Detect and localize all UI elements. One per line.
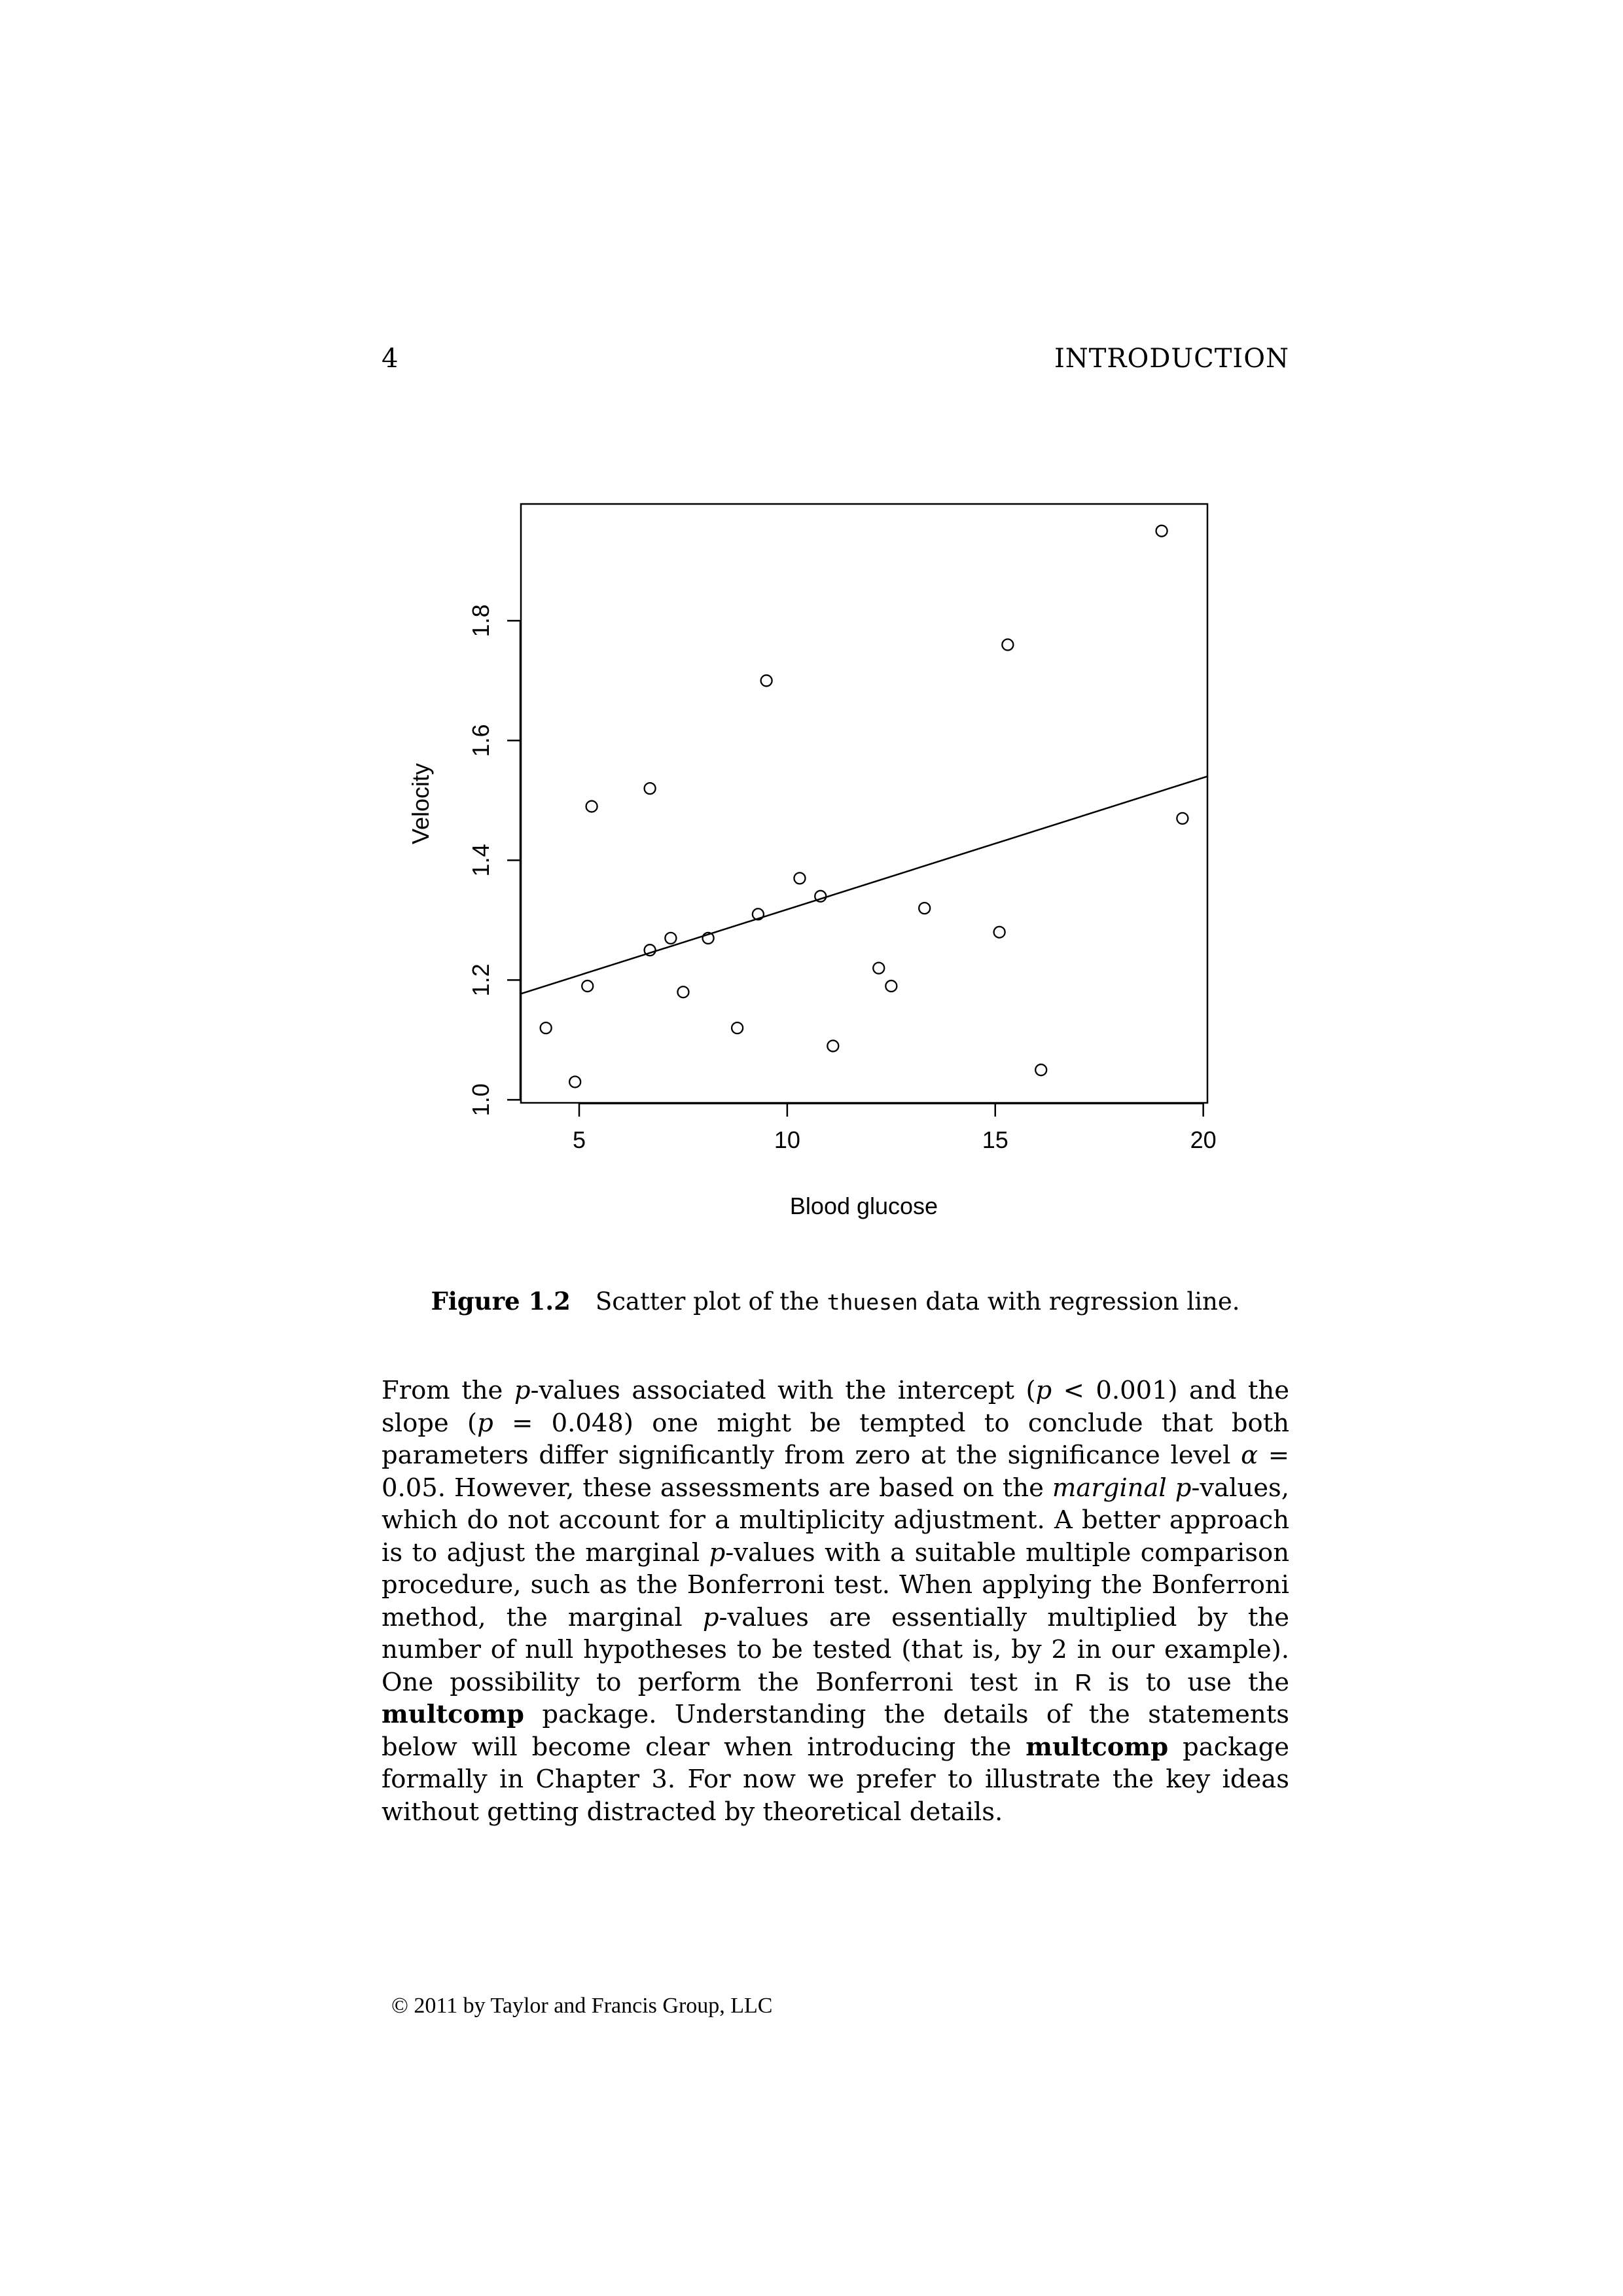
text-run: From the bbox=[382, 1376, 514, 1405]
math-p: p bbox=[514, 1376, 531, 1405]
y-tick-label: 1.0 bbox=[467, 1083, 494, 1117]
chapter-title: INTRODUCTION bbox=[1054, 344, 1289, 374]
text-run: package. Understanding the details of the statements below will become clear when introducing the bbox=[382, 1700, 1289, 1762]
x-axis-title: Blood glucose bbox=[789, 1193, 938, 1219]
text-run: < 0.001) and the slope ( bbox=[382, 1376, 1289, 1438]
text-run: package formally in Chapter 3. For now we prefer to illustrate the key ideas without getting distracted by theoretical details. bbox=[382, 1732, 1289, 1827]
caption-code: thuesen bbox=[827, 1289, 918, 1315]
x-tick-label: 15 bbox=[982, 1126, 1008, 1153]
data-point bbox=[665, 933, 676, 944]
y-tick-label: 1.4 bbox=[467, 844, 494, 877]
figure-label: Figure 1.2 bbox=[431, 1287, 571, 1316]
r-language: R bbox=[1075, 1668, 1092, 1696]
text-run: -values with a suitable multiple comparison procedure, such as the Bonferroni test. When applying the Bonferroni method, the marginal bbox=[382, 1537, 1289, 1632]
caption-text-2: data with regression line. bbox=[918, 1287, 1240, 1316]
data-point bbox=[827, 1041, 838, 1052]
y-axis bbox=[467, 604, 520, 1116]
data-point bbox=[732, 1022, 743, 1033]
data-point bbox=[994, 927, 1005, 938]
y-tick-label: 1.2 bbox=[467, 963, 494, 997]
copyright-footer: © 2011 by Taylor and Francis Group, LLC bbox=[391, 1994, 773, 2018]
data-point bbox=[1156, 526, 1168, 537]
math-p: p bbox=[702, 1602, 719, 1632]
text-run: = 0.05. However, these assessments are based on the bbox=[382, 1441, 1290, 1503]
y-tick-label: 1.6 bbox=[467, 724, 494, 757]
data-point bbox=[586, 801, 597, 812]
text-run: -values are essentially multiplied by the number of null hypotheses to be tested (that is, by 2 in our example). One possibility to perform the Bonferroni test in bbox=[382, 1602, 1289, 1697]
package-name: multcomp bbox=[382, 1700, 524, 1729]
data-point bbox=[1177, 813, 1188, 824]
data-point bbox=[1002, 639, 1013, 651]
data-point bbox=[541, 1022, 552, 1033]
figure-caption bbox=[382, 1283, 1289, 1321]
data-points bbox=[541, 526, 1188, 1088]
page-number: 4 bbox=[382, 344, 399, 374]
x-tick-label: 10 bbox=[774, 1126, 800, 1153]
data-point bbox=[569, 1076, 580, 1087]
math-p: p bbox=[1035, 1376, 1052, 1405]
math-p: p bbox=[477, 1408, 493, 1438]
math-p: p bbox=[709, 1537, 726, 1568]
x-tick-label: 5 bbox=[572, 1126, 586, 1153]
math-alpha: α bbox=[1241, 1441, 1258, 1470]
data-point bbox=[582, 980, 593, 992]
data-point bbox=[919, 903, 930, 914]
emphasis-marginal: marginal bbox=[1052, 1473, 1167, 1503]
x-axis bbox=[573, 1103, 1217, 1153]
body-paragraph bbox=[382, 1374, 1289, 1828]
text-run: = 0.048) one might be tempted to conclude that both parameters differ significantly from zero at the significance level bbox=[382, 1408, 1290, 1470]
regression-line bbox=[521, 776, 1207, 994]
math-p: p bbox=[1175, 1473, 1192, 1503]
data-point bbox=[873, 963, 884, 974]
text-run: -values, which do not account for a multiplicity adjustment. A better approach is to adjust the marginal bbox=[382, 1473, 1289, 1568]
x-tick-label: 20 bbox=[1190, 1126, 1217, 1153]
y-tick-label: 1.8 bbox=[467, 604, 494, 637]
data-point bbox=[645, 783, 656, 794]
data-point bbox=[885, 980, 897, 992]
text-run: is to use the bbox=[1092, 1667, 1290, 1697]
text-run: -values associated with the intercept ( bbox=[530, 1376, 1036, 1405]
data-point bbox=[761, 675, 772, 686]
package-name: multcomp bbox=[1026, 1732, 1169, 1762]
caption-text-1: Scatter plot of the bbox=[595, 1287, 827, 1316]
data-point bbox=[677, 986, 688, 997]
data-point bbox=[1035, 1064, 1046, 1075]
y-axis-title: Velocity bbox=[407, 762, 434, 845]
data-point bbox=[794, 872, 805, 884]
plot-frame bbox=[521, 504, 1207, 1103]
